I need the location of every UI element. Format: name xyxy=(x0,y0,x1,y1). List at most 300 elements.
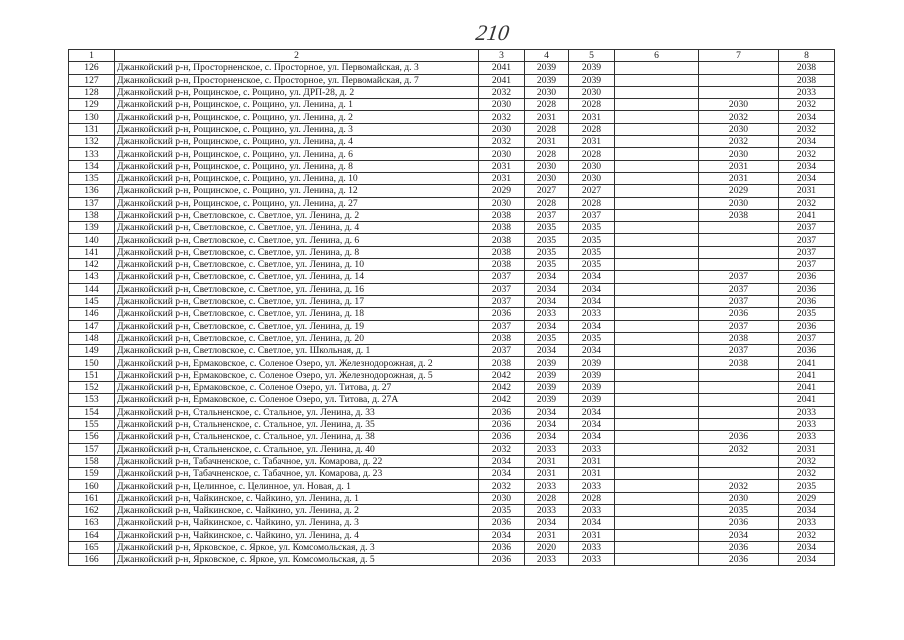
year-cell-6 xyxy=(615,62,699,74)
year-cell-8: 2037 xyxy=(779,246,835,258)
year-cell-7 xyxy=(699,382,779,394)
table-row xyxy=(69,517,835,529)
year-cell-6 xyxy=(615,123,699,135)
table-row xyxy=(69,74,835,86)
year-cell-3: 2036 xyxy=(479,406,525,418)
address-cell: Джанкойский р-н, Ярковское, с. Яркое, ул. Комсомольская, д. 5 xyxy=(115,554,479,566)
year-cell-5: 2027 xyxy=(569,185,615,197)
year-cell-3: 2037 xyxy=(479,283,525,295)
row-number: 165 xyxy=(69,541,115,553)
year-cell-4: 2028 xyxy=(525,148,569,160)
year-cell-7: 2036 xyxy=(699,541,779,553)
year-cell-7 xyxy=(699,455,779,467)
year-cell-7: 2035 xyxy=(699,504,779,516)
year-cell-4: 2028 xyxy=(525,123,569,135)
year-cell-4: 2039 xyxy=(525,369,569,381)
year-cell-3: 2032 xyxy=(479,111,525,123)
row-number: 162 xyxy=(69,504,115,516)
table-row xyxy=(69,369,835,381)
year-cell-7: 2036 xyxy=(699,308,779,320)
row-number: 147 xyxy=(69,320,115,332)
year-cell-8: 2038 xyxy=(779,62,835,74)
year-cell-6 xyxy=(615,74,699,86)
row-number: 144 xyxy=(69,283,115,295)
year-cell-5: 2034 xyxy=(569,295,615,307)
address-cell: Джанкойский р-н, Ермаковское, с. Соленое Озеро, ул. Железнодорожная, д. 5 xyxy=(115,369,479,381)
year-cell-7 xyxy=(699,62,779,74)
address-cell: Джанкойский р-н, Светловское, с. Светлое, ул. Ленина, д. 16 xyxy=(115,283,479,295)
year-cell-8: 2041 xyxy=(779,382,835,394)
year-cell-5: 2039 xyxy=(569,357,615,369)
year-cell-3: 2030 xyxy=(479,148,525,160)
year-cell-7 xyxy=(699,418,779,430)
row-number: 149 xyxy=(69,345,115,357)
year-cell-3: 2038 xyxy=(479,222,525,234)
year-cell-7: 2032 xyxy=(699,480,779,492)
year-cell-4: 2031 xyxy=(525,468,569,480)
year-cell-6 xyxy=(615,357,699,369)
year-cell-7 xyxy=(699,406,779,418)
year-cell-4: 2031 xyxy=(525,455,569,467)
year-cell-3: 2030 xyxy=(479,197,525,209)
year-cell-7 xyxy=(699,234,779,246)
table-row xyxy=(69,332,835,344)
address-cell: Джанкойский р-н, Светловское, с. Светлое, ул. Ленина, д. 19 xyxy=(115,320,479,332)
year-cell-4: 2030 xyxy=(525,86,569,98)
year-cell-8: 2034 xyxy=(779,504,835,516)
year-cell-4: 2030 xyxy=(525,160,569,172)
column-header-5: 5 xyxy=(569,50,615,62)
year-cell-5: 2034 xyxy=(569,345,615,357)
year-cell-8: 2034 xyxy=(779,111,835,123)
year-cell-5: 2034 xyxy=(569,271,615,283)
year-cell-4: 2031 xyxy=(525,529,569,541)
row-number: 137 xyxy=(69,197,115,209)
address-cell: Джанкойский р-н, Стальненское, с. Стальное, ул. Ленина, д. 40 xyxy=(115,443,479,455)
row-number: 141 xyxy=(69,246,115,258)
column-header-1: 1 xyxy=(69,50,115,62)
table-row xyxy=(69,283,835,295)
year-cell-8: 2034 xyxy=(779,172,835,184)
address-cell: Джанкойский р-н, Ермаковское, с. Соленое Озеро, ул. Железнодорожная, д. 2 xyxy=(115,357,479,369)
address-cell: Джанкойский р-н, Рощинское, с. Рощино, ул. Ленина, д. 10 xyxy=(115,172,479,184)
year-cell-5: 2035 xyxy=(569,332,615,344)
address-cell: Джанкойский р-н, Светловское, с. Светлое, ул. Ленина, д. 2 xyxy=(115,209,479,221)
year-cell-7: 2031 xyxy=(699,172,779,184)
year-cell-4: 2031 xyxy=(525,111,569,123)
table-row xyxy=(69,86,835,98)
address-cell: Джанкойский р-н, Просторненское, с. Просторное, ул. Первомайская, д. 7 xyxy=(115,74,479,86)
year-cell-6 xyxy=(615,295,699,307)
address-cell: Джанкойский р-н, Светловское, с. Светлое, ул. Ленина, д. 4 xyxy=(115,222,479,234)
address-cell: Джанкойский р-н, Рощинское, с. Рощино, ул. ДРП-28, д. 2 xyxy=(115,86,479,98)
year-cell-7 xyxy=(699,222,779,234)
year-cell-4: 2035 xyxy=(525,332,569,344)
year-cell-7: 2038 xyxy=(699,357,779,369)
table-row xyxy=(69,345,835,357)
year-cell-6 xyxy=(615,246,699,258)
year-cell-4: 2039 xyxy=(525,394,569,406)
year-cell-4: 2028 xyxy=(525,197,569,209)
year-cell-5: 2033 xyxy=(569,443,615,455)
year-cell-6 xyxy=(615,418,699,430)
year-cell-3: 2037 xyxy=(479,295,525,307)
year-cell-3: 2032 xyxy=(479,480,525,492)
row-number: 148 xyxy=(69,332,115,344)
year-cell-3: 2038 xyxy=(479,259,525,271)
year-cell-3: 2038 xyxy=(479,357,525,369)
register-table xyxy=(68,49,835,566)
year-cell-5: 2030 xyxy=(569,86,615,98)
year-cell-6 xyxy=(615,136,699,148)
row-number: 151 xyxy=(69,369,115,381)
year-cell-8: 2031 xyxy=(779,185,835,197)
year-cell-8: 2036 xyxy=(779,271,835,283)
row-number: 134 xyxy=(69,160,115,172)
year-cell-5: 2034 xyxy=(569,283,615,295)
table-row xyxy=(69,123,835,135)
year-cell-3: 2030 xyxy=(479,99,525,111)
year-cell-7: 2037 xyxy=(699,345,779,357)
row-number: 146 xyxy=(69,308,115,320)
row-number: 131 xyxy=(69,123,115,135)
year-cell-5: 2034 xyxy=(569,418,615,430)
year-cell-3: 2034 xyxy=(479,529,525,541)
year-cell-5: 2028 xyxy=(569,99,615,111)
year-cell-8: 2036 xyxy=(779,345,835,357)
year-cell-3: 2041 xyxy=(479,74,525,86)
year-cell-5: 2035 xyxy=(569,222,615,234)
address-cell: Джанкойский р-н, Ермаковское, с. Соленое Озеро, ул. Титова, д. 27 xyxy=(115,382,479,394)
table-row xyxy=(69,62,835,74)
year-cell-6 xyxy=(615,480,699,492)
year-cell-4: 2030 xyxy=(525,172,569,184)
year-cell-7: 2037 xyxy=(699,283,779,295)
table-row xyxy=(69,394,835,406)
year-cell-3: 2035 xyxy=(479,504,525,516)
year-cell-7: 2030 xyxy=(699,197,779,209)
address-cell: Джанкойский р-н, Рощинское, с. Рощино, ул. Ленина, д. 8 xyxy=(115,160,479,172)
row-number: 130 xyxy=(69,111,115,123)
year-cell-8: 2034 xyxy=(779,160,835,172)
year-cell-6 xyxy=(615,320,699,332)
year-cell-5: 2035 xyxy=(569,246,615,258)
address-cell: Джанкойский р-н, Просторненское, с. Просторное, ул. Первомайская, д. 3 xyxy=(115,62,479,74)
address-cell: Джанкойский р-н, Рощинское, с. Рощино, ул. Ленина, д. 12 xyxy=(115,185,479,197)
address-cell: Джанкойский р-н, Светловское, с. Светлое, ул. Ленина, д. 17 xyxy=(115,295,479,307)
row-number: 135 xyxy=(69,172,115,184)
table-row xyxy=(69,271,835,283)
year-cell-5: 2033 xyxy=(569,541,615,553)
year-cell-3: 2036 xyxy=(479,308,525,320)
address-cell: Джанкойский р-н, Чайкинское, с. Чайкино, ул. Ленина, д. 4 xyxy=(115,529,479,541)
year-cell-5: 2034 xyxy=(569,320,615,332)
year-cell-7: 2030 xyxy=(699,123,779,135)
year-cell-5: 2034 xyxy=(569,406,615,418)
year-cell-7: 2036 xyxy=(699,431,779,443)
table-row xyxy=(69,111,835,123)
year-cell-4: 2034 xyxy=(525,431,569,443)
year-cell-8: 2037 xyxy=(779,259,835,271)
year-cell-8: 2037 xyxy=(779,222,835,234)
address-cell: Джанкойский р-н, Светловское, с. Светлое, ул. Ленина, д. 20 xyxy=(115,332,479,344)
year-cell-7: 2036 xyxy=(699,554,779,566)
year-cell-5: 2039 xyxy=(569,382,615,394)
year-cell-3: 2029 xyxy=(479,185,525,197)
year-cell-5: 2028 xyxy=(569,492,615,504)
year-cell-6 xyxy=(615,504,699,516)
year-cell-4: 2035 xyxy=(525,246,569,258)
address-cell: Джанкойский р-н, Ярковское, с. Яркое, ул. Комсомольская, д. 3 xyxy=(115,541,479,553)
column-header-6: 6 xyxy=(615,50,699,62)
year-cell-8: 2032 xyxy=(779,148,835,160)
table-body xyxy=(69,62,835,566)
year-cell-5: 2039 xyxy=(569,369,615,381)
year-cell-6 xyxy=(615,86,699,98)
address-cell: Джанкойский р-н, Светловское, с. Светлое, ул. Ленина, д. 10 xyxy=(115,259,479,271)
year-cell-4: 2033 xyxy=(525,308,569,320)
table-row xyxy=(69,504,835,516)
year-cell-8: 2031 xyxy=(779,443,835,455)
table-row xyxy=(69,406,835,418)
row-number: 157 xyxy=(69,443,115,455)
year-cell-6 xyxy=(615,431,699,443)
address-cell: Джанкойский р-н, Чайкинское, с. Чайкино, ул. Ленина, д. 2 xyxy=(115,504,479,516)
year-cell-3: 2042 xyxy=(479,369,525,381)
year-cell-7: 2037 xyxy=(699,295,779,307)
year-cell-5: 2030 xyxy=(569,172,615,184)
year-cell-8: 2037 xyxy=(779,234,835,246)
year-cell-6 xyxy=(615,529,699,541)
year-cell-7: 2029 xyxy=(699,185,779,197)
table-row xyxy=(69,320,835,332)
table-header-row xyxy=(69,50,835,62)
year-cell-4: 2028 xyxy=(525,492,569,504)
year-cell-8: 2036 xyxy=(779,295,835,307)
year-cell-5: 2031 xyxy=(569,468,615,480)
row-number: 128 xyxy=(69,86,115,98)
year-cell-3: 2036 xyxy=(479,431,525,443)
year-cell-3: 2032 xyxy=(479,136,525,148)
year-cell-8: 2034 xyxy=(779,541,835,553)
year-cell-6 xyxy=(615,99,699,111)
year-cell-5: 2033 xyxy=(569,308,615,320)
year-cell-8: 2033 xyxy=(779,431,835,443)
year-cell-7: 2032 xyxy=(699,111,779,123)
table-row xyxy=(69,443,835,455)
year-cell-6 xyxy=(615,406,699,418)
year-cell-3: 2034 xyxy=(479,468,525,480)
year-cell-8: 2033 xyxy=(779,406,835,418)
year-cell-7: 2032 xyxy=(699,136,779,148)
year-cell-5: 2028 xyxy=(569,148,615,160)
year-cell-4: 2034 xyxy=(525,283,569,295)
address-cell: Джанкойский р-н, Рощинское, с. Рощино, ул. Ленина, д. 1 xyxy=(115,99,479,111)
row-number: 153 xyxy=(69,394,115,406)
year-cell-7 xyxy=(699,86,779,98)
year-cell-3: 2036 xyxy=(479,554,525,566)
year-cell-8: 2038 xyxy=(779,74,835,86)
year-cell-6 xyxy=(615,394,699,406)
year-cell-7: 2038 xyxy=(699,209,779,221)
year-cell-3: 2038 xyxy=(479,209,525,221)
year-cell-3: 2030 xyxy=(479,492,525,504)
year-cell-8: 2033 xyxy=(779,517,835,529)
row-number: 132 xyxy=(69,136,115,148)
table-row xyxy=(69,554,835,566)
year-cell-3: 2034 xyxy=(479,455,525,467)
year-cell-4: 2035 xyxy=(525,222,569,234)
year-cell-3: 2030 xyxy=(479,123,525,135)
row-number: 150 xyxy=(69,357,115,369)
year-cell-7 xyxy=(699,74,779,86)
table-row xyxy=(69,172,835,184)
column-header-3: 3 xyxy=(479,50,525,62)
year-cell-6 xyxy=(615,517,699,529)
year-cell-6 xyxy=(615,160,699,172)
year-cell-4: 2035 xyxy=(525,234,569,246)
year-cell-4: 2034 xyxy=(525,345,569,357)
year-cell-5: 2035 xyxy=(569,259,615,271)
year-cell-3: 2038 xyxy=(479,246,525,258)
row-number: 159 xyxy=(69,468,115,480)
year-cell-7 xyxy=(699,369,779,381)
year-cell-5: 2039 xyxy=(569,394,615,406)
table-row xyxy=(69,357,835,369)
year-cell-4: 2020 xyxy=(525,541,569,553)
row-number: 158 xyxy=(69,455,115,467)
table-row xyxy=(69,234,835,246)
year-cell-5: 2039 xyxy=(569,74,615,86)
page-number: 210 xyxy=(474,20,511,45)
year-cell-4: 2033 xyxy=(525,443,569,455)
year-cell-8: 2032 xyxy=(779,455,835,467)
year-cell-8: 2034 xyxy=(779,136,835,148)
year-cell-6 xyxy=(615,271,699,283)
table-row xyxy=(69,480,835,492)
year-cell-4: 2031 xyxy=(525,136,569,148)
address-cell: Джанкойский р-н, Стальненское, с. Стальное, ул. Ленина, д. 38 xyxy=(115,431,479,443)
year-cell-5: 2039 xyxy=(569,62,615,74)
year-cell-5: 2034 xyxy=(569,431,615,443)
year-cell-8: 2032 xyxy=(779,99,835,111)
address-cell: Джанкойский р-н, Чайкинское, с. Чайкино, ул. Ленина, д. 1 xyxy=(115,492,479,504)
year-cell-4: 2033 xyxy=(525,480,569,492)
year-cell-8: 2035 xyxy=(779,480,835,492)
year-cell-6 xyxy=(615,332,699,344)
year-cell-4: 2027 xyxy=(525,185,569,197)
year-cell-6 xyxy=(615,369,699,381)
address-cell: Джанкойский р-н, Рощинское, с. Рощино, ул. Ленина, д. 6 xyxy=(115,148,479,160)
year-cell-6 xyxy=(615,443,699,455)
year-cell-7: 2037 xyxy=(699,271,779,283)
year-cell-4: 2039 xyxy=(525,74,569,86)
table-row xyxy=(69,541,835,553)
row-number: 133 xyxy=(69,148,115,160)
year-cell-6 xyxy=(615,234,699,246)
year-cell-5: 2035 xyxy=(569,234,615,246)
row-number: 138 xyxy=(69,209,115,221)
year-cell-3: 2036 xyxy=(479,517,525,529)
year-cell-7 xyxy=(699,246,779,258)
year-cell-5: 2028 xyxy=(569,197,615,209)
year-cell-7: 2034 xyxy=(699,529,779,541)
column-header-2: 2 xyxy=(115,50,479,62)
year-cell-8: 2041 xyxy=(779,209,835,221)
year-cell-4: 2028 xyxy=(525,99,569,111)
year-cell-7: 2037 xyxy=(699,320,779,332)
table-row xyxy=(69,529,835,541)
year-cell-6 xyxy=(615,172,699,184)
year-cell-6 xyxy=(615,111,699,123)
row-number: 143 xyxy=(69,271,115,283)
year-cell-5: 2033 xyxy=(569,504,615,516)
year-cell-7: 2030 xyxy=(699,148,779,160)
year-cell-5: 2031 xyxy=(569,111,615,123)
column-header-4: 4 xyxy=(525,50,569,62)
year-cell-6 xyxy=(615,222,699,234)
row-number: 136 xyxy=(69,185,115,197)
year-cell-4: 2034 xyxy=(525,517,569,529)
row-number: 155 xyxy=(69,418,115,430)
table-row xyxy=(69,209,835,221)
address-cell: Джанкойский р-н, Табачненское, с. Табачное, ул. Комарова, д. 23 xyxy=(115,468,479,480)
year-cell-8: 2041 xyxy=(779,369,835,381)
year-cell-5: 2031 xyxy=(569,136,615,148)
row-number: 126 xyxy=(69,62,115,74)
table-row xyxy=(69,295,835,307)
address-cell: Джанкойский р-н, Рощинское, с. Рощино, ул. Ленина, д. 3 xyxy=(115,123,479,135)
table-row xyxy=(69,455,835,467)
year-cell-5: 2031 xyxy=(569,529,615,541)
year-cell-5: 2037 xyxy=(569,209,615,221)
row-number: 152 xyxy=(69,382,115,394)
table-row xyxy=(69,259,835,271)
year-cell-4: 2034 xyxy=(525,418,569,430)
year-cell-3: 2032 xyxy=(479,86,525,98)
year-cell-3: 2031 xyxy=(479,172,525,184)
year-cell-6 xyxy=(615,148,699,160)
year-cell-6 xyxy=(615,345,699,357)
address-cell: Джанкойский р-н, Светловское, с. Светлое, ул. Ленина, д. 6 xyxy=(115,234,479,246)
year-cell-5: 2028 xyxy=(569,123,615,135)
year-cell-4: 2033 xyxy=(525,554,569,566)
year-cell-8: 2032 xyxy=(779,468,835,480)
year-cell-4: 2033 xyxy=(525,504,569,516)
year-cell-8: 2037 xyxy=(779,332,835,344)
address-cell: Джанкойский р-н, Стальненское, с. Стальное, ул. Ленина, д. 33 xyxy=(115,406,479,418)
year-cell-8: 2029 xyxy=(779,492,835,504)
year-cell-8: 2036 xyxy=(779,283,835,295)
year-cell-4: 2034 xyxy=(525,295,569,307)
year-cell-4: 2037 xyxy=(525,209,569,221)
address-cell: Джанкойский р-н, Светловское, с. Светлое, ул. Ленина, д. 8 xyxy=(115,246,479,258)
year-cell-8: 2032 xyxy=(779,123,835,135)
year-cell-3: 2036 xyxy=(479,418,525,430)
row-number: 129 xyxy=(69,99,115,111)
table-row xyxy=(69,468,835,480)
year-cell-8: 2035 xyxy=(779,308,835,320)
year-cell-6 xyxy=(615,492,699,504)
year-cell-3: 2037 xyxy=(479,345,525,357)
row-number: 166 xyxy=(69,554,115,566)
table-row xyxy=(69,418,835,430)
column-header-8: 8 xyxy=(779,50,835,62)
year-cell-7 xyxy=(699,259,779,271)
year-cell-6 xyxy=(615,283,699,295)
year-cell-3: 2032 xyxy=(479,443,525,455)
year-cell-4: 2039 xyxy=(525,62,569,74)
